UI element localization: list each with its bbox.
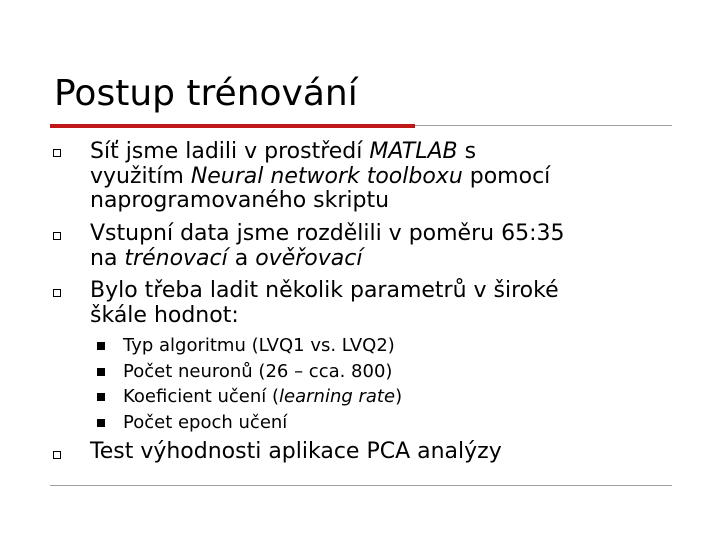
emphasis-text: ověřovací — [255, 245, 363, 271]
text: Počet neuronů (26 – cca. 800) — [123, 361, 393, 382]
emphasis-text: trénovací — [124, 245, 228, 271]
item-line — [90, 189, 690, 214]
hollow-square-bullet-icon — [53, 289, 61, 297]
filled-square-bullet-icon — [97, 419, 105, 427]
text: pomocí — [462, 163, 551, 189]
text: Koeficient učení ( — [123, 386, 280, 407]
title-underline-accent — [50, 124, 415, 128]
item-line — [90, 222, 690, 247]
emphasis-text: Neural network toolboxu — [190, 163, 463, 189]
emphasis-text: MATLAB — [369, 139, 458, 164]
hollow-square-bullet-icon — [53, 232, 61, 240]
bullet-item-matlab — [90, 140, 690, 214]
filled-square-bullet-icon — [97, 368, 105, 376]
bullet-item-data-split — [90, 222, 690, 271]
text: naprogramovaného skriptu — [90, 188, 390, 213]
slide-title: Postup trénování — [54, 73, 358, 114]
text: Vstupní data jsme rozdělili v poměru 65:35 — [90, 221, 565, 246]
footer-rule — [50, 485, 672, 486]
item-line — [90, 440, 690, 465]
sub-item-neurons — [123, 359, 683, 385]
filled-square-bullet-icon — [97, 393, 105, 401]
text: na — [90, 245, 125, 271]
text: Síť jsme ladili v prostředí — [90, 139, 370, 164]
bullet-item-parameters — [90, 279, 690, 328]
title-underline-rule — [415, 125, 672, 126]
text: Typ algoritmu (LVQ1 vs. LVQ2) — [123, 335, 395, 356]
sub-item-learning-rate — [123, 384, 683, 410]
text: Test výhodnosti aplikace PCA analýzy — [90, 439, 502, 464]
text: ) — [395, 386, 403, 407]
text: a — [227, 245, 256, 271]
text: škále hodnot: — [90, 302, 239, 328]
filled-square-bullet-icon — [97, 342, 105, 350]
item-line — [90, 140, 690, 165]
item-line — [90, 247, 690, 272]
emphasis-text: learning rate — [279, 386, 396, 407]
item-line — [90, 165, 690, 190]
item-line — [90, 279, 690, 304]
item-line — [90, 304, 690, 329]
text: využitím — [90, 163, 191, 189]
title-underline — [50, 124, 672, 128]
hollow-square-bullet-icon — [53, 451, 61, 459]
text: Počet epoch učení — [123, 412, 288, 433]
hollow-square-bullet-icon — [53, 149, 61, 157]
sub-item-epochs — [123, 410, 683, 436]
sub-item-algorithm — [123, 333, 683, 359]
text: s — [457, 139, 477, 164]
bullet-item-pca — [90, 440, 690, 465]
text: Bylo třeba ladit několik parametrů v široké — [90, 278, 559, 303]
